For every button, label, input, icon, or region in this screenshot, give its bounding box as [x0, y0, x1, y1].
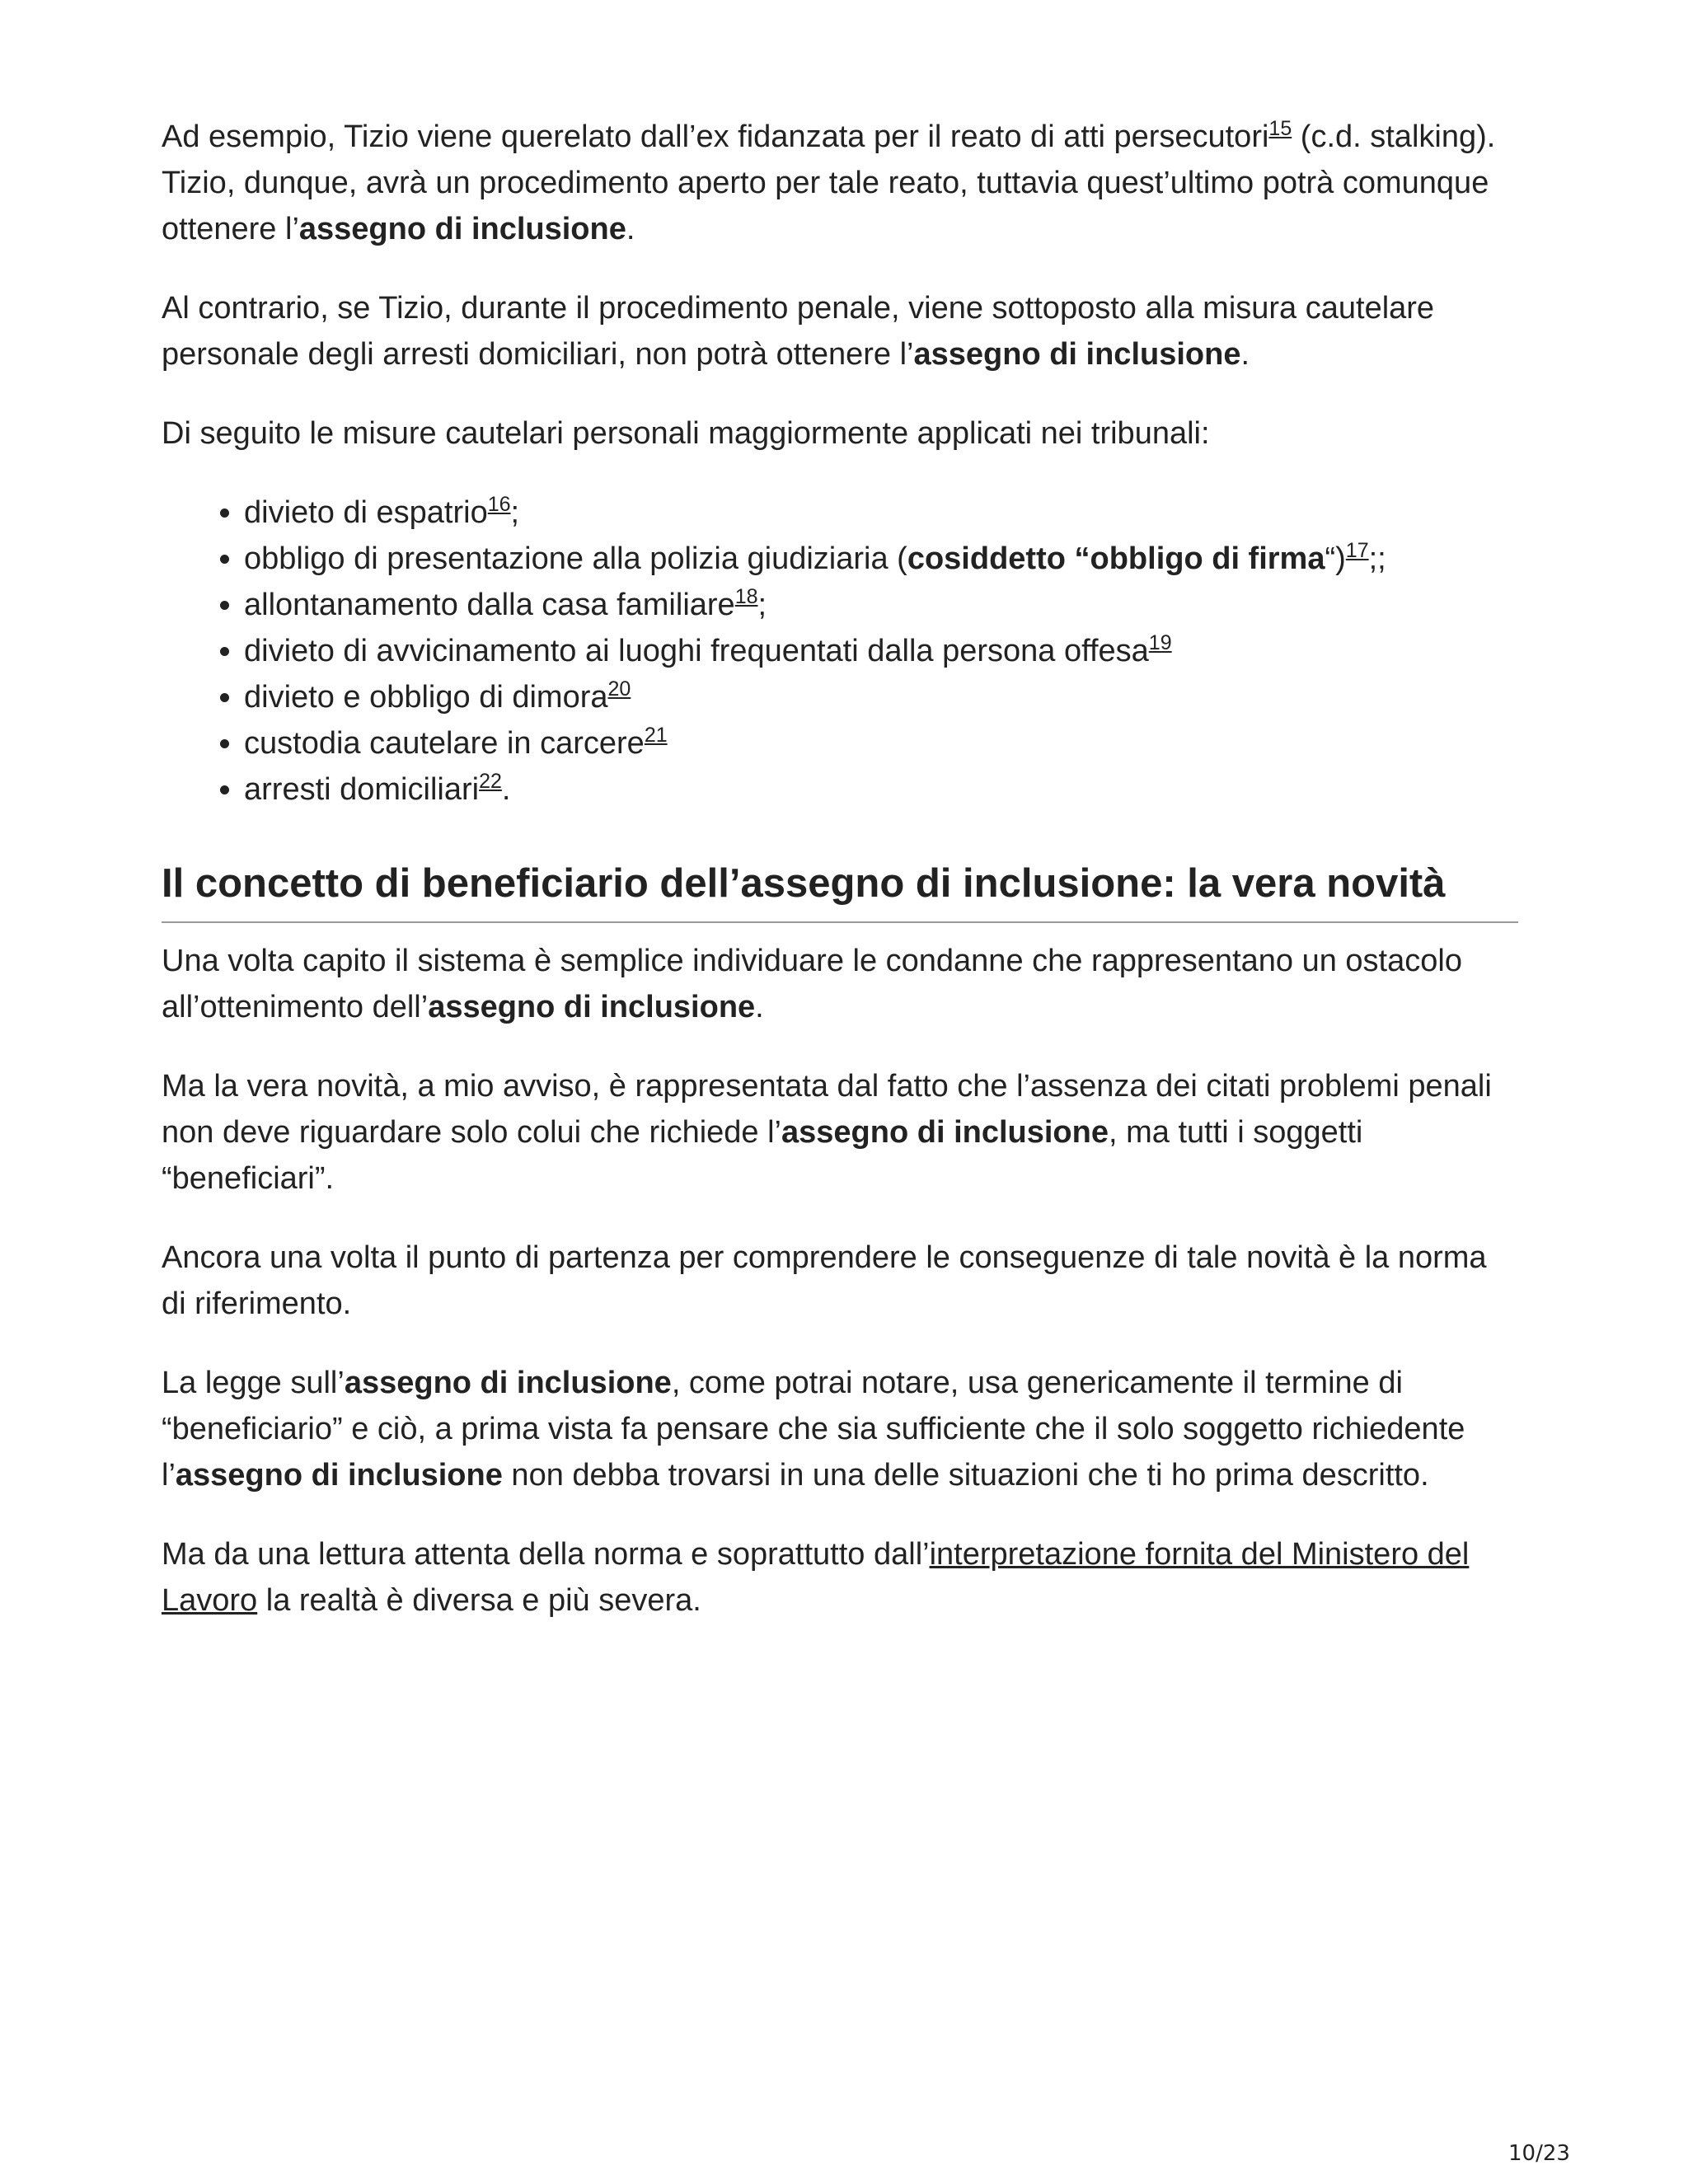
text: Ad esempio, Tizio viene querelato dall’ex fidanzata per il reato di atti persecutori: [162, 120, 1269, 154]
text: , ma tutti i soggetti “beneficiari”.: [162, 1115, 1363, 1196]
list-item: [244, 490, 1518, 536]
paragraph-law: [162, 1360, 1518, 1498]
ministry-interpretation-link[interactable]: interpretazione fornita del Ministero del Lavoro: [162, 1537, 1470, 1618]
text: custodia cautelare in carcere: [244, 726, 645, 761]
text: divieto di avvicinamento ai luoghi frequentati dalla persona offesa: [244, 634, 1149, 668]
section-heading: Il concetto di beneficiario dell’assegno di inclusione: la vera novità: [162, 854, 1518, 923]
footnote-link-16[interactable]: 16: [487, 493, 511, 516]
footnote-ref[interactable]: [1346, 539, 1369, 562]
footnote-ref[interactable]: [608, 677, 631, 701]
bold-text: cosiddetto “obbligo di firma: [907, 541, 1325, 576]
footnote-ref[interactable]: [1268, 117, 1292, 140]
footnote-ref[interactable]: [645, 724, 668, 747]
paragraph-starting-point: Ancora una volta il punto di partenza per comprendere le conseguenze di tale novità è la norma di riferimento.: [162, 1240, 1487, 1321]
text: Al contrario, se Tizio, durante il procedimento penale, viene sottoposto alla misura cautelare personale degli arresti domiciliari, non potrà ottenere l’: [162, 291, 1435, 372]
footnote-link-15[interactable]: 15: [1268, 117, 1292, 140]
list-item: [244, 720, 1518, 766]
article-content: [162, 114, 1518, 1657]
bold-text: assegno di inclusione: [428, 990, 756, 1024]
text: .: [1240, 337, 1250, 372]
list-item: [244, 536, 1518, 582]
footnote-link-20[interactable]: 20: [607, 677, 631, 701]
footnote-link-22[interactable]: 22: [479, 770, 502, 793]
paragraph-list-intro: Di seguito le misure cautelari personali maggiormente applicati nei tribunali:: [162, 416, 1210, 451]
page-number: 10/23: [1508, 2141, 1570, 2166]
bold-text: assegno di inclusione: [781, 1115, 1109, 1150]
text: .: [501, 772, 511, 807]
bold-text: assegno di inclusione: [298, 212, 626, 246]
text: (c.d. stalking). Tizio, dunque, avrà un procedimento aperto per tale reato, tuttavia quest’ultimo potrà comunque ottenere l’: [162, 120, 1496, 246]
list-item: [244, 582, 1518, 628]
footnote-ref[interactable]: [479, 770, 502, 793]
text: , come potrai notare, usa genericamente il termine di “beneficiario” e ciò, a prima vista fa pensare che sia sufficiente che il solo soggetto richiedente l’: [162, 1366, 1465, 1493]
text: La legge sull’: [162, 1366, 345, 1400]
paragraph-contrary: [162, 285, 1518, 377]
text: arresti domiciliari: [244, 772, 480, 807]
footnote-ref[interactable]: [735, 585, 758, 608]
text: non debba trovarsi in una delle situazioni che ti ho prima descritto.: [502, 1458, 1429, 1493]
text: ;;: [1368, 541, 1386, 576]
footnote-link-18[interactable]: 18: [734, 585, 758, 608]
bold-text: assegno di inclusione: [344, 1366, 672, 1400]
footnote-ref[interactable]: [488, 493, 511, 516]
text: Ma da una lettura attenta della norma e soprattutto dall’: [162, 1537, 930, 1572]
text: “): [1325, 541, 1346, 576]
text: divieto di espatrio: [244, 495, 488, 530]
list-item: [244, 628, 1518, 674]
footnote-link-21[interactable]: 21: [644, 724, 668, 747]
list-item: [244, 766, 1518, 813]
text: ;: [510, 495, 520, 530]
paragraph-reading: [162, 1531, 1518, 1624]
text: .: [626, 212, 635, 246]
paragraph-system: [162, 938, 1518, 1030]
bold-text: assegno di inclusione: [175, 1458, 503, 1493]
text: obbligo di presentazione alla polizia giudiziaria (: [244, 541, 907, 576]
footnote-link-19[interactable]: 19: [1148, 631, 1172, 654]
list-item: [244, 674, 1518, 720]
measures-list: [162, 490, 1518, 813]
footnote-ref[interactable]: [1149, 631, 1172, 654]
text: Ma la vera novità, a mio avviso, è rappresentata dal fatto che l’assenza dei citati problemi penali non deve riguardare solo colui che richiede l’: [162, 1069, 1492, 1150]
text: Una volta capito il sistema è semplice individuare le condanne che rappresentano un ostacolo all’ottenimento dell’: [162, 944, 1462, 1024]
text: divieto e obbligo di dimora: [244, 680, 608, 715]
paragraph-novelty: [162, 1063, 1518, 1202]
text: la realtà è diversa e più severa.: [257, 1583, 701, 1618]
text: .: [755, 990, 764, 1024]
footnote-link-17[interactable]: 17: [1345, 539, 1369, 562]
text: allontanamento dalla casa familiare: [244, 588, 735, 622]
paragraph-example: [162, 114, 1518, 252]
text: ;: [757, 588, 767, 622]
bold-text: assegno di inclusione: [913, 337, 1241, 372]
